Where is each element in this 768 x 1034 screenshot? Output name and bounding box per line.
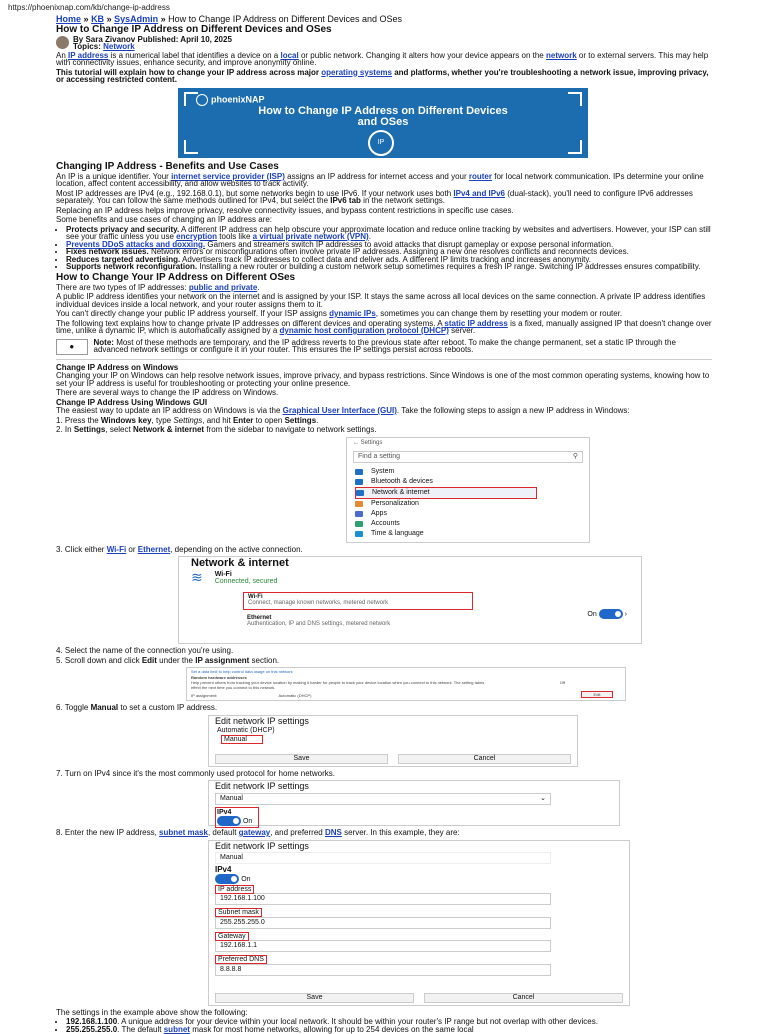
cancel-button[interactable]: Cancel [398,754,571,764]
search-icon: ⚲ [572,453,578,460]
select-value: Manual [220,854,243,861]
text: IP assignment [195,655,250,665]
row-title: Ethernet [247,614,272,621]
page-url: https://phoenixnap.com/kb/change-ip-address [8,3,170,12]
label: Network & internet [372,489,430,497]
text: Edit [141,655,157,665]
static-ip-link[interactable]: static IP address [444,318,508,328]
text: Settings [73,425,106,434]
assignment-select[interactable] [215,793,551,805]
ipv4-toggle[interactable] [217,816,241,826]
text: is a fixed, manually assigned IP that doesn't change over time, unlike a dynamic IP, which is automatically assigned by a [56,318,712,335]
text: Settings [284,415,317,425]
text: This tutorial will explain how to change your IP address across major [56,67,320,77]
subnet-mask-input[interactable]: 255.255.255.0 [215,917,551,929]
row-sub: Authentication, IP and DNS settings, metered network [247,620,391,627]
step-8 [56,829,712,837]
text: under the [159,655,193,665]
network-screenshot [178,556,642,644]
howto-p4 [56,320,712,335]
text: An [56,50,66,60]
dns-link[interactable]: DNS [324,828,342,837]
step-7: 7. Turn on IPv4 since it's the most commonly used protocol for home networks. [56,768,335,778]
text: 1. Press the [56,415,99,425]
breadcrumb-sep: » [83,14,89,24]
windows-p3 [56,407,712,415]
item-text: . [368,232,371,241]
ip-icon: IP [368,130,394,156]
ip-form-screenshot [208,840,630,1006]
item-text: . A unique address for your device within your local network. It should be within your router's IP range but not overlap with other devices. [117,1017,598,1026]
ip-assignment-label: IP assignment: [191,693,218,698]
text: The following text explains how to change private IP addresses on different devices and operating systems. A [56,318,443,328]
dialog-title: Edit network IP settings [215,781,309,791]
sidebar-item-personalization[interactable] [355,499,589,509]
local-link[interactable]: local [280,50,299,60]
text: , type [151,415,172,425]
subnet-mask-label: Subnet mask [215,908,262,917]
item-text: mask for most home networks, allowing for up to 254 devices on the same local [192,1024,474,1034]
text: 2. In [56,425,72,434]
settings-list [56,1018,712,1033]
item-bold: Fixes network issues. [66,247,149,256]
edit-button[interactable]: Edit [581,691,613,698]
sidebar-item-network[interactable] [355,487,537,499]
lightbulb-icon: ● [56,339,88,355]
dns-label: Preferred DNS [215,955,267,964]
router-link[interactable]: router [468,171,492,181]
breadcrumb-current: How to Change IP Address on Different Devices and OSes [168,14,402,24]
dhcp-link[interactable]: dynamic host configuration protocol (DHCP) [279,326,449,335]
step-3 [56,546,712,554]
text: 3. Click either [56,544,105,554]
howto-p2: A public IP address identifies your network on the internet and is assigned by your ISP. It stays the same across all local devices on the same connection. A private IP address identifies individual devices inside a local network, and your router assigns them to it. [56,292,706,309]
text: 6. Toggle [56,703,89,712]
step-4: 4. Select the name of the connection you're using. [56,646,234,655]
item-bold: 255.255.255.0 [66,1024,118,1034]
wifi-icon: ≋ [191,569,203,586]
ipv6-tab-text: IPv6 tab [330,196,361,205]
step-2 [56,426,712,434]
windows-heading: Change IP Address on Windows [56,362,179,372]
sidebar-item-time[interactable] [355,529,589,539]
text: to set a custom IP address. [120,703,218,712]
manual-option[interactable]: Manual [221,735,263,745]
author[interactable]: By Sara Zivanov [73,34,136,44]
dialog-title: Edit network IP settings [215,840,309,851]
hero-image [178,88,588,158]
howto-p3 [56,310,712,318]
item-bold: Supports network reconfiguration. [66,262,198,271]
text: is a numerical label that identifies a device on a [110,50,279,60]
wifi-icon [356,490,364,496]
item-bold: Reduces targeted advertising. [66,254,181,264]
label: Apps [371,510,387,518]
breadcrumb-sep: » [106,14,112,24]
text: Network & internet [132,425,205,434]
ipv4-label: IPv4 [215,865,232,874]
list-item [66,263,712,271]
settings-summary: The settings in the example above show the following: [56,1007,248,1017]
settings-header: ← Settings [353,439,383,446]
item-text: tools like [219,232,251,241]
ip-assignment-value: Automatic (DHCP) [278,693,312,698]
text: Most IP addresses are IPv4 (e.g., 192.168.0.1), but some networks begin to use IPv6. If your network uses both [56,188,452,198]
topics-label: Topics: [73,42,101,51]
random-hw-label: Random hardware addresses [191,675,247,680]
label: Time & language [371,530,424,538]
isp-link[interactable]: internet service provider (ISP) [171,171,285,181]
label: Bluetooth & devices [371,478,433,486]
ip-address-label: IP address [215,885,254,894]
note-text: Most of these methods are temporary, and the IP address reverts to the previous state after reboot. To make the change permanent, set a static IP through the advanced network settings or configure it in your router. This ensures the IP settings persist across reboots. [93,337,676,354]
assignment-select[interactable] [215,852,551,864]
wifi-toggle[interactable] [599,609,623,619]
subnet-link[interactable]: subnet [163,1024,190,1034]
gateway-link[interactable]: gateway [238,828,271,837]
list-item [66,1026,712,1034]
dns-input[interactable]: 8.8.8.8 [215,964,551,976]
random-hw-desc: Help prevent others from tracking your device location by making it harder for people to track your device location when you connect to this network. The setting takes effect the next time you connect to this network. [191,680,485,690]
toggle-label: On [241,875,251,883]
text: or to external servers. This may help with connectivity issues, enhance security, and improve anonymity online. [56,50,709,67]
toggle-label: On [242,817,253,825]
item-text: Installing a new router or building a custom network setup sometimes requires a fresh IP range. Switching IP addresses ensures compatibility. [199,262,701,271]
ip-address-input[interactable]: 192.168.1.100 [215,893,551,905]
gui-link[interactable]: Graphical User Interface (GUI) [282,406,397,415]
dynamic-ips-link[interactable]: dynamic IPs [329,309,376,318]
sidebar-item-apps[interactable] [355,509,589,519]
brush-icon [355,501,363,507]
ipv4-ipv6-link[interactable]: IPv4 and IPv6 [453,188,506,198]
breadcrumb-home[interactable]: Home [56,14,82,24]
sidebar-item-bluetooth[interactable] [355,477,589,487]
text: server. [451,326,476,335]
ddos-link[interactable]: Prevents DDoS attacks and doxxing. [66,239,206,249]
ipv4-label: IPv4 [217,808,232,816]
text: , select [105,425,131,434]
connection-status: Connected, secured [214,578,278,585]
step-1 [56,417,712,425]
windows-p1: Changing your IP on Windows can help resolve network issues, improve privacy, and bypass restrictions. Since Windows is one of the most common operating systems, knowing how to set your IP address is useful for troubleshooting or protecting your online presence. [56,371,710,388]
list-item [66,226,712,241]
sidebar-item-accounts[interactable] [355,519,589,529]
topic-link[interactable]: Network [103,42,135,51]
search-placeholder: Find a setting [358,453,401,460]
save-button[interactable]: Save [215,993,414,1003]
ethernet-row[interactable] [247,615,641,627]
save-button[interactable]: Save [215,754,388,764]
gateway-label: Gateway [215,932,249,941]
byline [56,36,712,51]
text: , sometimes you can change them by resetting your modem or router. [375,309,623,318]
text: You can't directly change your public IP address yourself. If your ISP assigns [56,309,327,318]
text: The easiest way to update an IP address on Windows is via the [56,406,281,415]
step-5 [56,657,712,665]
toggle-label: On [587,610,597,618]
chevron-down-icon: ⌄ [540,794,546,802]
subnet-mask-link[interactable]: subnet mask [159,828,208,837]
benefits-p1 [56,173,712,188]
ipv4-dialog-screenshot [208,780,620,826]
breadcrumb-kb[interactable]: KB [91,14,105,24]
text: , and hit [202,415,231,425]
benefits-p2 [56,190,712,205]
text: to open [255,415,283,425]
dialog-title: Edit network IP settings [215,715,309,726]
settings-title: Settings [360,439,383,446]
text: (dual-stack), you'll need to configure IPv6 addresses separately. You can follow the same methods outlined for IPv4, but select the [56,188,693,205]
windows-p2: There are several ways to change the IP address on Windows. [56,388,279,397]
breadcrumb-sep: » [160,14,166,24]
benefits-heading: Changing IP Address - Benefits and Use Cases [56,160,279,172]
brand-name: phoenixNAP [211,93,265,104]
benefits-p3: Replacing an IP address helps improve privacy, resolve connectivity issues, and bypass content restrictions in specific use cases. [56,205,514,215]
text: , and preferred [270,828,323,837]
note-box [56,339,712,355]
settings-screenshot [346,437,590,543]
benefits-p4: Some benefits and use cases of changing an IP address are: [56,215,272,224]
ipv4-toggle[interactable] [215,874,239,884]
search-input[interactable] [353,451,583,463]
network-link[interactable]: network [546,50,577,60]
item-bold: Protects privacy and security. [66,224,180,234]
apps-icon [355,511,363,517]
ethernet-link[interactable]: Ethernet [137,544,171,554]
item-bold: 192.168.1.100 [66,1017,118,1026]
text: . [257,282,260,292]
wifi-toggle-group: On › [587,610,627,618]
wifi-label: Wi-Fi [214,570,232,578]
label: Accounts [371,520,400,528]
avatar [56,36,69,49]
published-date: Published: April 10, 2025 [137,34,232,44]
system-icon [355,469,363,475]
text: for local network communication. IPs determine your online location, affect content accessibility, and allow websites to track activity. [56,171,704,188]
globe-icon [355,531,363,537]
text: , default [207,828,237,837]
frame-corner [568,140,582,154]
logo-icon [196,94,208,106]
text: Windows key [100,415,152,425]
step-6 [56,704,712,712]
vpn-link[interactable]: a virtual private network (VPN) [252,232,369,241]
item-text: Advertisers track IP addresses to collect data and deliver ads. A different IP limits tracking and increases anonymity. [182,254,591,264]
sidebar-item-system[interactable] [355,467,589,477]
text: server. In this example, they are: [344,828,460,837]
label: Personalization [371,500,419,508]
operating-systems-link[interactable]: operating systems [321,67,392,77]
wifi-link[interactable]: Wi-Fi [106,544,127,554]
encryption-link[interactable]: encryption [176,232,218,241]
bluetooth-icon [355,479,363,485]
person-icon [355,521,363,527]
benefits-list [56,226,712,271]
cancel-button[interactable]: Cancel [424,993,623,1003]
breadcrumb-sysadmin[interactable]: SysAdmin [114,14,159,24]
text: Settings [173,415,203,425]
divider [56,359,712,360]
public-private-link[interactable]: public and private [188,282,258,292]
gateway-input[interactable]: 192.168.1.1 [215,940,551,952]
text: There are two types of IP addresses: [56,282,187,292]
intro-paragraph [56,52,712,67]
brand-logo [196,94,265,106]
text: . Take the following steps to assign a new IP address in Windows: [396,406,630,415]
text: , depending on the active connection. [170,544,303,554]
ip-address-link[interactable]: IP address [68,50,109,60]
manual-dialog-screenshot [208,715,578,767]
howto-p1 [56,284,712,292]
note-label: Note: [93,337,114,347]
howto-heading: How to Change Your IP Address on Different OSes [56,271,296,283]
text: . [316,415,319,425]
ipv4-toggle-group [215,807,259,829]
page-title: How to Change IP Address on Different Devices and OSes [56,23,332,35]
text: section. [251,655,280,665]
data-limit-link[interactable]: Set a data limit to help control data usage on this network [191,669,293,674]
ip-assignment-screenshot [186,667,626,701]
network-title: Network & internet [191,557,289,569]
text: 8. Enter the new IP address, [56,828,157,837]
breadcrumb [56,16,712,24]
select-value: Manual [220,794,243,802]
item-text: Network errors or misconfigurations often involve private IP addresses. Assigning a new one resolves conflicts and reconnects devices. [150,247,629,256]
off-select[interactable]: Off [559,680,565,685]
text: An IP is a unique identifier. Your [56,171,169,181]
wifi-row[interactable] [243,592,473,610]
gui-heading: Change IP Address Using Windows GUI [56,397,208,407]
text: from the sidebar to navigate to network settings. [206,425,377,434]
text: or [128,544,136,554]
item-text: Gamers and streamers switch IP addresses to avoid attacks that disrupt gameplay or expose personal information. [207,239,614,249]
text: and platforms, whether you're troubleshooting a network issue, improving privacy, or accessing restricted content. [56,67,709,84]
frame-corner [184,140,198,154]
text: or public network. Changing it alters how your device appears on the [300,50,544,60]
frame-corner [568,92,582,106]
row-title: Wi-Fi [248,593,263,600]
text: 5. Scroll down and click [56,655,140,665]
text: Manual [90,703,119,712]
dhcp-option[interactable]: Automatic (DHCP) [217,727,275,734]
text: assigns an IP address for internet access and your [287,171,467,181]
intro-summary [56,69,712,84]
row-sub: Connect, manage known networks, metered network [248,599,389,606]
hero-title: How to Change IP Address on Different Devices and OSes [258,104,508,128]
text: in the network settings. [363,196,445,205]
text: Enter [232,415,254,425]
article [56,16,712,1033]
item-text: A different IP address can help obscure your approximate location and reduce online tracking by websites and advertisers. However, your ISP can still see your traffic unless you use [66,224,711,241]
item-text: . The default [117,1024,162,1034]
label: System [371,468,395,476]
